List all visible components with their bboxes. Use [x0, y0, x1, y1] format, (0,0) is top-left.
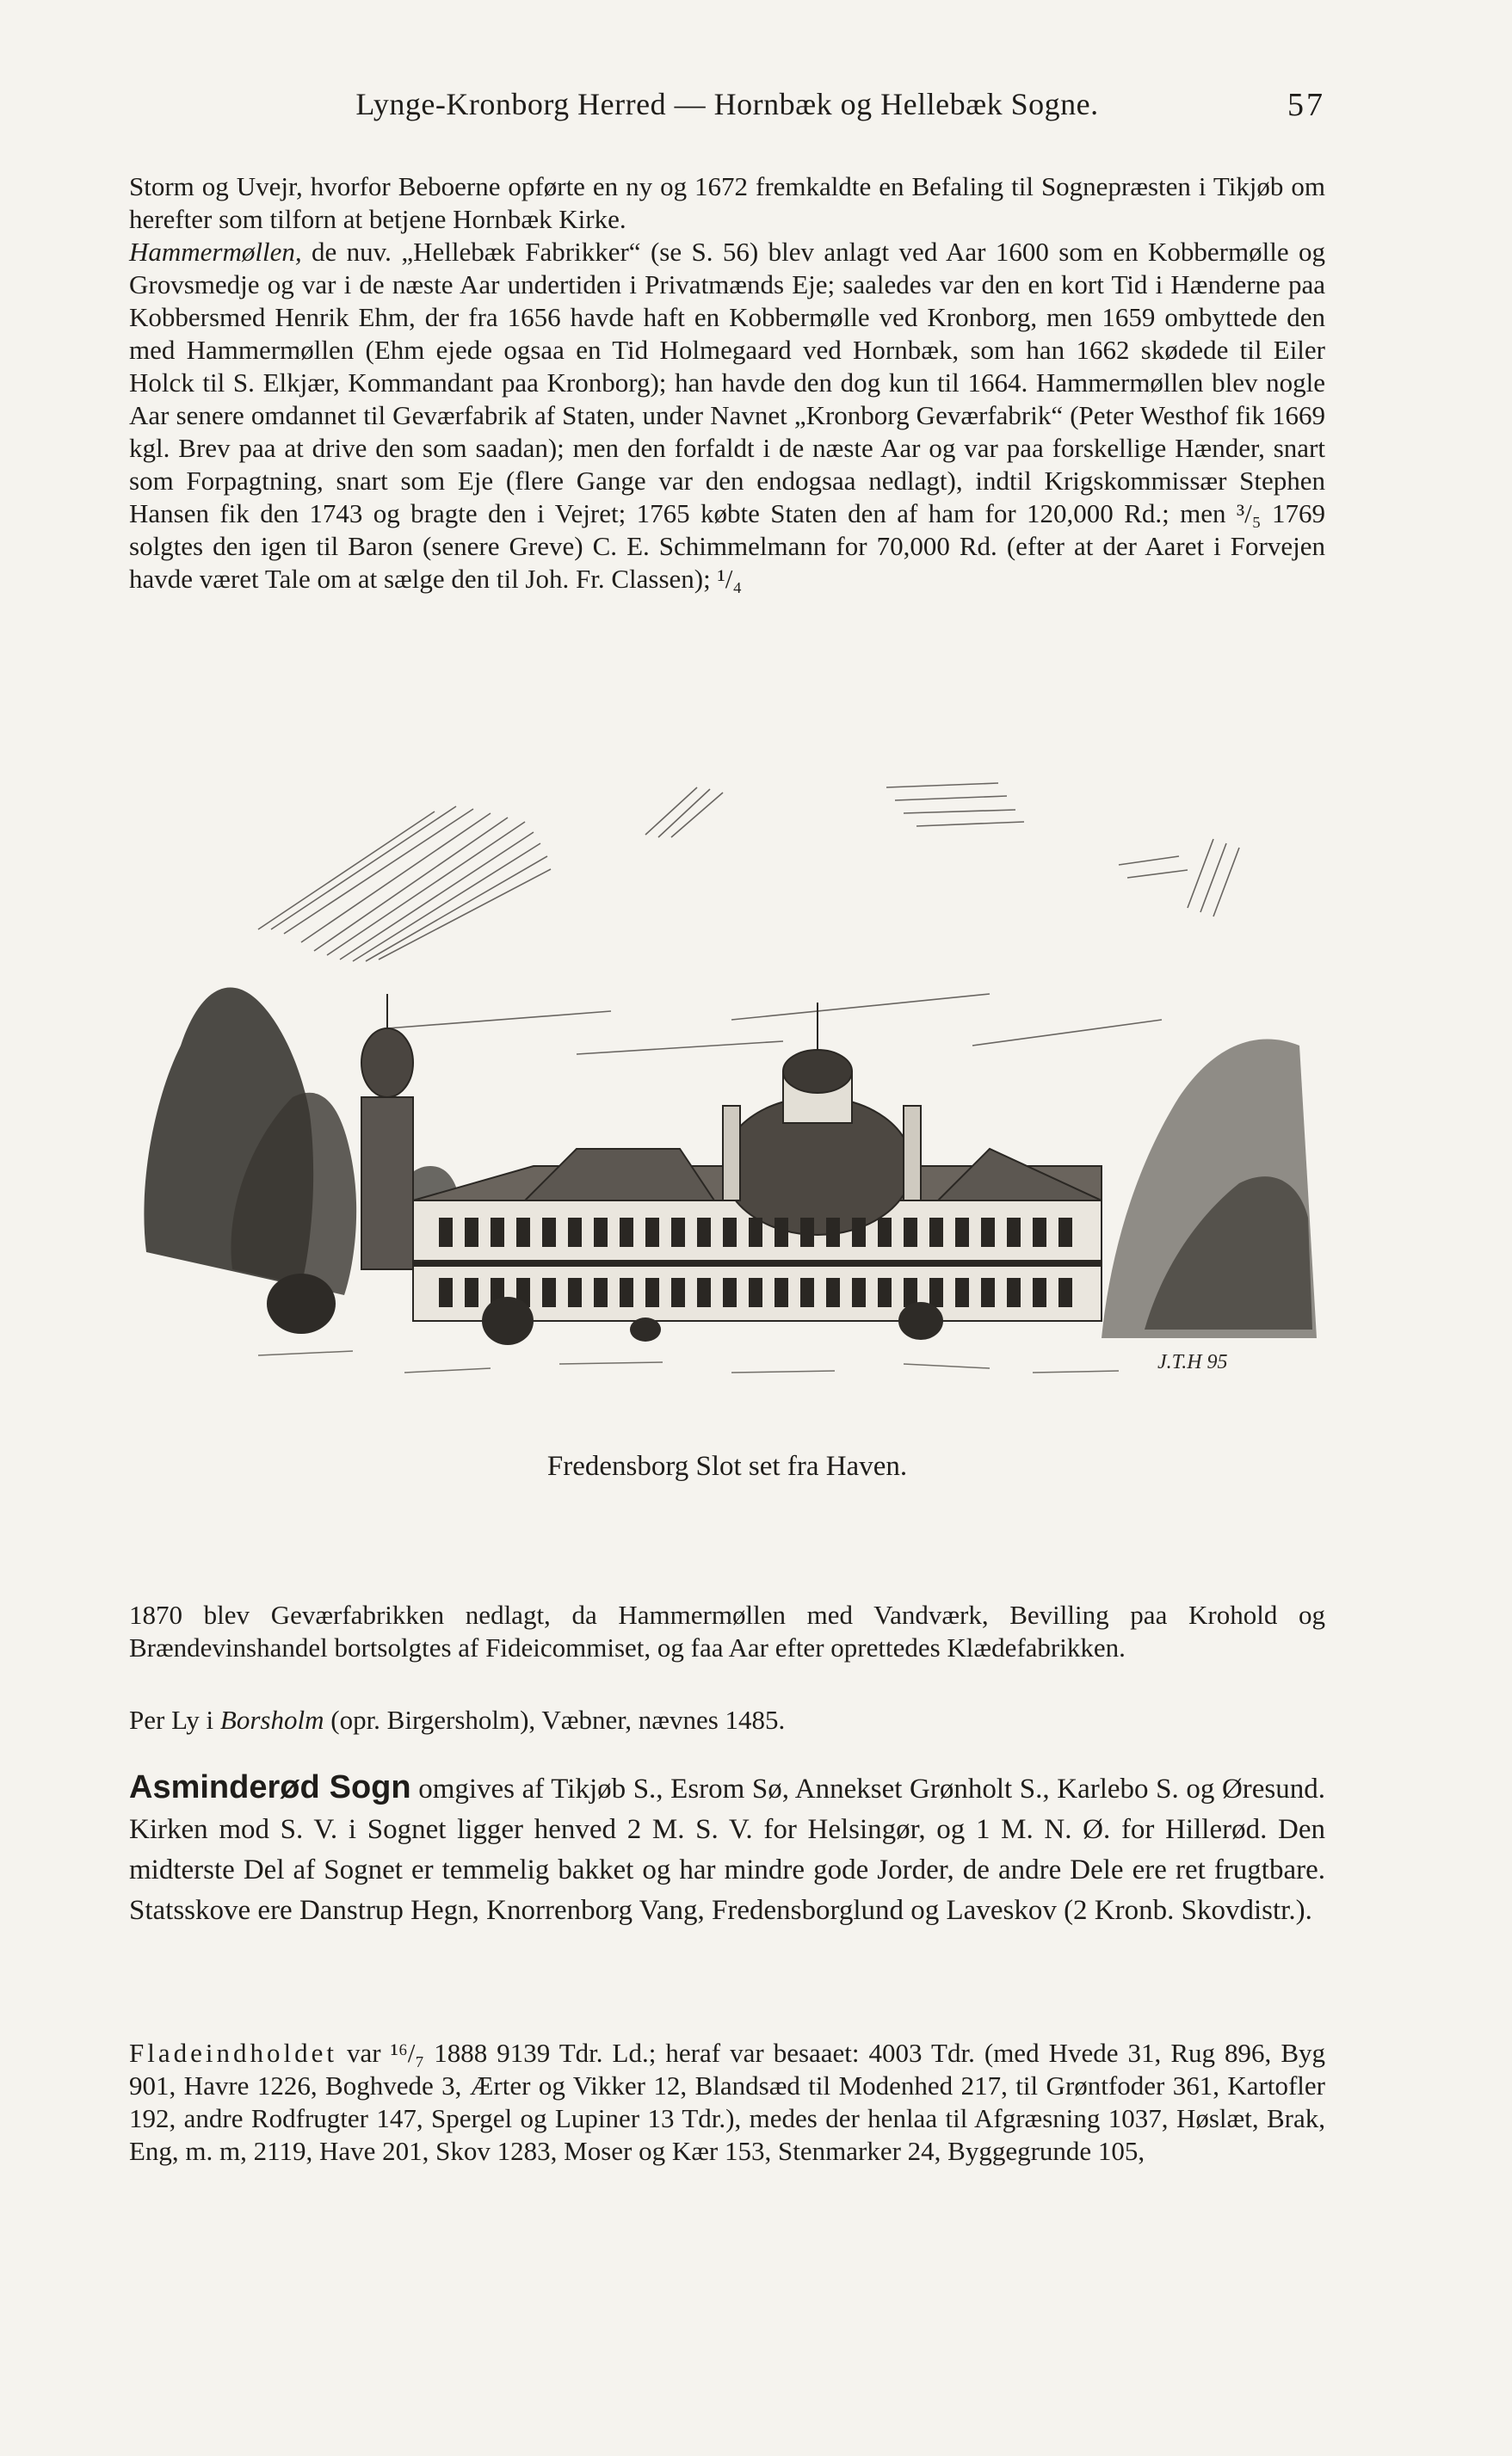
para-1870: [129, 1599, 1325, 1664]
page-number: 57: [1287, 87, 1325, 123]
left-tower: [361, 994, 413, 1269]
asminderod-section: [129, 1768, 1325, 1931]
paragraph-text: 1870 blev Geværfabrikken nedlagt, da Hammermøllen med Vandværk, Bevilling paa Krohold og Brændevinshandel bortsolgtes af Fideicommiset, og faa Aar efter oprettedes Klædefabrikken.: [129, 1600, 1325, 1663]
paragraph-text: omgives af Tikjøb S., Esrom Sø, Annekset Grønholt S., Karlebo S. og Øresund. Kirken mod S. V. i Sognet ligger henved 2 M. S. V. for Helsingør, og 1 M. N. Ø. for Hillerød. Den midterste Del af Sognet er temmelig bakket og har mindre gode Jorder, de andre Dele ere ret frugtbare. Statsskove ere Danstrup Hegn, Knorrenborg Vang, Fredensborglund og Laveskov (2 Kronb. Skovdistr.).: [129, 1774, 1326, 1926]
top-paragraph: [129, 170, 1325, 595]
paragraph-text: de nuv. „Hellebæk Fabrikker“ (se S. 56) blev anlagt ved Aar 1600 som en Kobbermølle og Grovsmedje og var i de næste Aar undertiden i Privatmænds Eje; saaledes var den en kort Tid i Hænderne paa Kobbersmed Henrik Ehm, der fra 1656 havde haft en Kobbermølle ved Kronborg, men 1659 ombyttede den med Hammermøllen (Ehm ejede ogsaa en Tid Holmegaard ved Hornbæk, som han 1662 skødede til Eiler Holck til S. Elkjær, Kommandant paa Kronborg); han havde den dog kun til 1664. Hammermøllen blev nogle Aar senere omdannet til Geværfabrik af Staten, under Navnet „Kronborg Geværfabrik“ (Peter Westhof fik 1669 kgl. Brev paa at drive den som saadan); men den forfaldt i de næste Aar og var paa forskellige Hænder, snart som Forpagtning, snart som Eje (flere Gange var den endogsaa nedlagt), indtil Krigskommissær Stephen Hansen fik den 1743 og bragte den i Vejret; 1765 købte Staten den af ham for 120,000 Rd.; men ³/₅ 1769 solgtes den igen til Baron (senere Greve) C. E. Schimmelmann for 70,000 Rd. (efter at der Aaret i Forvejen havde været Tale om at sælge den til Joh. Fr. Classen); ¹/₄: [129, 237, 1325, 594]
illustration-caption: Fredensborg Slot set fra Haven.: [546, 1451, 908, 1482]
sky-hatching: [258, 783, 1239, 1054]
spaced-term: Fladeindholdet: [129, 2038, 337, 2068]
running-header: [129, 86, 1325, 138]
palace-building: [413, 1003, 1102, 1321]
fladeindhold-paragraph: [129, 2037, 1325, 2168]
paragraph-text: (opr. Birgersholm), Væbner, nævnes 1485.: [330, 1705, 786, 1735]
fredensborg-illustration: [129, 736, 1325, 1390]
running-title: Lynge-Kronborg Herred — Hornbæk og Hellebæk Sogne.: [355, 87, 1099, 121]
place-name: Borsholm: [219, 1705, 324, 1735]
per-ly-paragraph: [129, 1704, 1325, 1737]
right-trees: [1102, 1040, 1317, 1339]
paragraph-text: Per Ly i: [129, 1705, 214, 1735]
section-heading: Asminderød Sogn: [129, 1769, 411, 1805]
paragraph-text: Storm og Uvejr, hvorfor Beboerne opførte en ny og 1672 fremkaldte en Befaling til Sognepræsten i Tikjøb om herefter som tilforn at betjene Hornbæk Kirke.: [129, 171, 1325, 234]
hammermollen-term: Hammermøllen,: [129, 237, 302, 267]
ground-strokes: [258, 1351, 1119, 1373]
paragraph-text: var ¹⁶/₇ 1888 9139 Tdr. Ld.; heraf var besaaet: 4003 Tdr. (med Hvede 31, Rug 896, Byg 901, Havre 1226, Boghvede 3, Ærter og Vikker 12, Blandsæd til Modenhed 217, til Grøntfoder 361, Kartofler 192, andre Rodfrugter 147, Spergel og Lupiner 13 Tdr.), medes der henlaa til Afgræsning 1037, Høslæt, Brak, Eng, m. m, 2119, Have 201, Skov 1283, Moser og Kær 153, Stenmarker 24, Byggegrunde 105,: [129, 2038, 1325, 2166]
artist-signature: J.T.H 95: [1157, 1351, 1228, 1373]
